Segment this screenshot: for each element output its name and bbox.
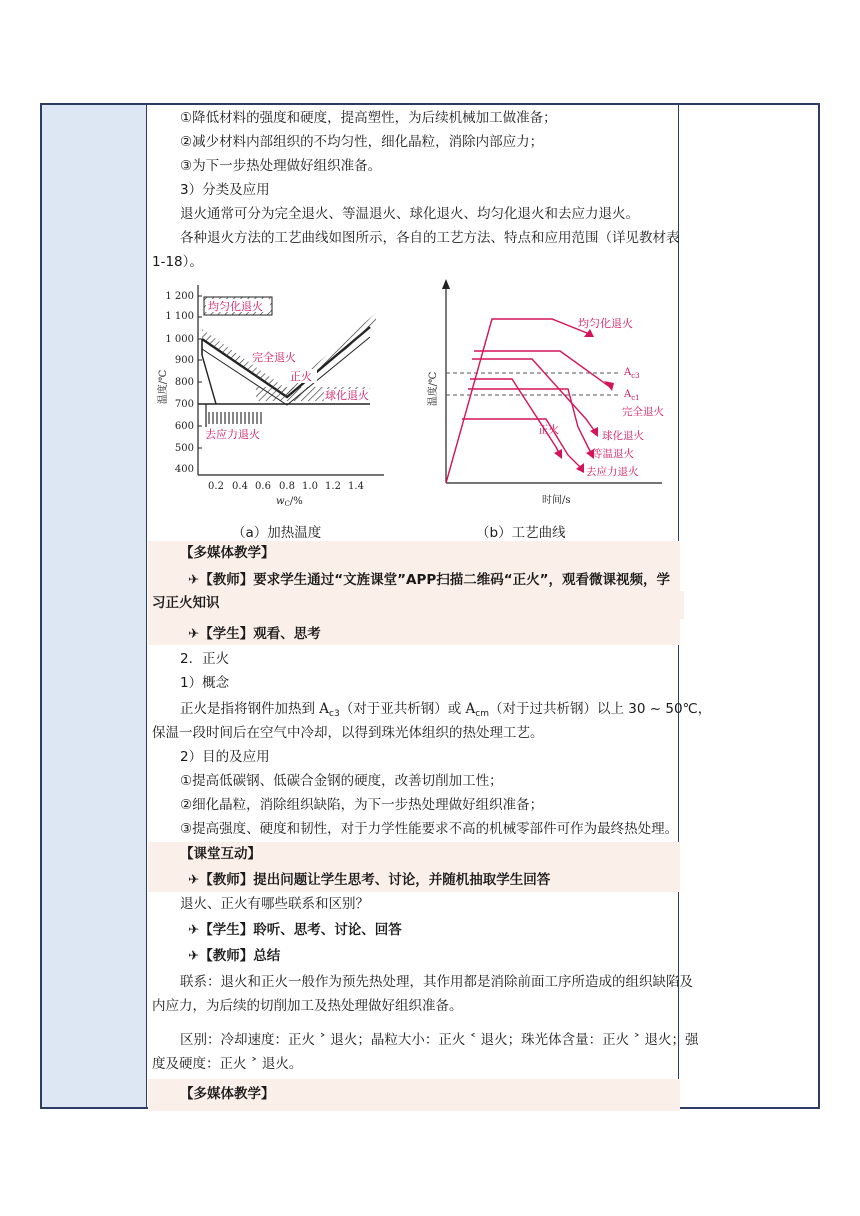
x-tick: 0.4 [232,481,248,492]
difference-line-1: 区别：冷却速度：正火 ˃ 退火；晶粒大小：正火 ˂ 退火；珠光体含量：正火 ˃ 退火；强 [180,1032,699,1048]
figure-intro-line-2: 1-18）。 [152,254,203,270]
x-tick: 1.2 [325,481,341,492]
figure-a-heating-temperature [156,277,386,507]
label-isothermal: 等温退火 [592,448,634,460]
purpose-item-1: ①降低材料的强度和硬度，提高塑性，为后续机械加工做准备； [180,110,557,126]
label-full-annealing: 完全退火 [252,351,296,364]
concept-heading: 1）概念 [180,675,230,691]
y-tick: 1 200 [165,291,194,302]
label-homogenizing: 均匀化退火 [578,317,633,330]
ac1-label: $A_{c1}$ [624,389,640,402]
y-tick: 800 [174,377,194,388]
interaction-student: ✈【学生】聆听、思考、讨论、回答 [188,922,402,938]
label-normalizing: 正火 [538,424,559,436]
figure-a-x-axis-label: $w_C/\%$ [276,496,303,508]
normalizing-heading: 2．正火 [180,651,230,667]
normalizing-item-2: ②细化晶粒，消除组织缺陷，为下一步热处理做好组织准备； [180,797,544,813]
lesson-table [40,103,820,1109]
normalizing-definition-line-2: 保温一段时间后在空气中冷却，以得到珠光体组织的热处理工艺。 [152,725,544,741]
multimedia-title-2: 【多媒体教学】 [148,1079,680,1111]
y-tick: 700 [174,399,194,410]
figure-a-y-axis-label: 温度/℃ [158,369,169,405]
stress-relief-band [208,412,264,424]
label-stress-relief: 去应力退火 [205,428,260,441]
student-activity: ✈【学生】观看、思考 [148,619,680,645]
purpose-heading: 2）目的及应用 [180,749,270,765]
figure-a-caption: （a）加热温度 [232,525,322,541]
classification-heading: 3）分类及应用 [180,182,270,198]
multimedia-title: 【多媒体教学】 [148,541,680,565]
relation-line-2: 内应力，为后续的切削加工及热处理做好组织准备。 [152,998,463,1014]
label-normalizing: 正火 [290,370,312,383]
x-tick: 0.6 [255,481,271,492]
teacher-instruction-line-2: 习正火知识 [148,591,684,619]
relation-line-1: 联系：退火和正火一般作为预先热处理，其作用都是消除前面工序所造成的组织缺陷及 [180,974,693,990]
figure-b-y-axis-label: 温度/℃ [428,371,439,407]
left-column [42,105,147,1107]
x-tick: 1.4 [348,481,364,492]
normalizing-item-3: ③提高强度、硬度和韧性，对于力学性能要求不高的机械零部件可作为最终热处理。 [180,821,679,837]
interaction-question: 退火、正火有哪些联系和区别？ [180,896,369,912]
y-tick: 500 [174,443,194,454]
ac3-label: $A_{c3}$ [624,367,640,380]
purpose-item-2: ②减少材料内部组织的不均匀性，细化晶粒，消除内部应力； [180,134,544,150]
label-homogenizing: 均匀化退火 [208,300,263,313]
x-tick: 1.0 [302,481,318,492]
y-tick: 600 [174,421,194,432]
purpose-item-3: ③为下一步热处理做好组织准备。 [180,158,382,174]
interaction-summary: ✈【教师】总结 [188,948,281,964]
figure-b-x-axis-label: 时间/s [542,495,571,506]
interaction-title: 【课堂互动】 [148,842,680,866]
right-column [678,105,818,1107]
figure-b-process-curves [428,279,672,511]
x-tick: 0.8 [279,481,295,492]
figure-b-caption: （b）工艺曲线 [476,525,566,541]
label-spheroidizing: 球化退火 [325,389,369,402]
interaction-teacher: ✈【教师】提出问题让学生思考、讨论，并随机抽取学生回答 [148,866,680,892]
teacher-instruction-line-1: ✈【教师】要求学生通过“文旌课堂”APP扫描二维码“正火”，观看微课视频，学 [148,565,680,591]
y-tick: 900 [174,355,194,366]
x-tick: 0.2 [208,481,224,492]
figure-intro-line-1: 各种退火方法的工艺曲线如图所示，各自的工艺方法、特点和应用范围（详见教材表 [180,230,680,246]
classification-text: 退火通常可分为完全退火、等温退火、球化退火、均匀化退火和去应力退火。 [180,206,639,222]
difference-line-2: 度及硬度：正火 ˃ 退火。 [152,1056,303,1072]
label-full-annealing: 完全退火 [622,406,664,418]
y-tick: 1 000 [165,334,194,345]
y-tick: 1 100 [165,311,194,322]
content-column [148,105,712,1107]
label-spheroidizing: 球化退火 [602,430,644,442]
label-stress-relief: 去应力退火 [586,466,639,478]
y-tick: 400 [174,464,194,475]
normalizing-item-1: ①提高低碳钢、低碳合金钢的硬度，改善切削加工性； [180,773,503,789]
normalizing-definition-line-1: 正火是指将钢件加热到 $A_{c3}$（对于亚共析钢）或 $A_{cm}$（对于过共析钢）以上 30 ~ 50℃， [180,701,712,719]
